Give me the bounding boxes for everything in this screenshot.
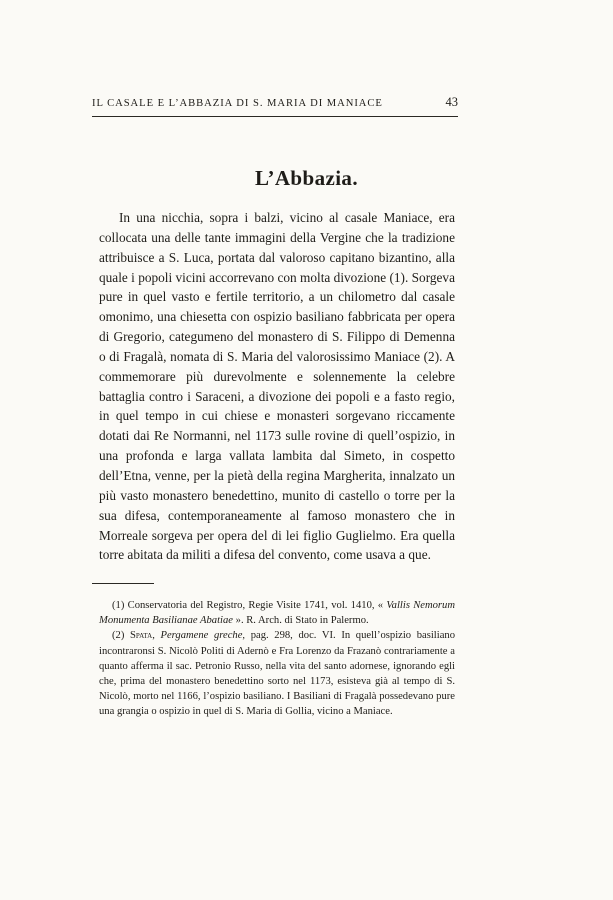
footnote-2-text: , pag. 298, doc. VI. In quell’ospizio basiliano incontraronsi S. Nicolò Politi di Adernò e Fra Lorenzo da Frazanò contrariamente a quanto afferma il sac. Petronio Russo, nella vita del santo adornese, ignorando egli che, prima del monastero benedettino sorto nel 1173, esisteva già al tempo di S. Nicolò, morto nel 1166, l’ospizio basiliano. I Basiliani di Fragalà possedevano pure una grangia o ospizio in quel di S. Maria di Gollia, vicino a Maniace. xyxy=(99,630,455,718)
footnote-1-italic: Vallis Nemorum Monumenta Basilianae Abatiae xyxy=(99,600,455,627)
footnote-1-text-b: ». R. Arch. di Stato in Palermo. xyxy=(235,615,369,627)
body-text xyxy=(99,208,455,565)
footnote-2: (2) Spata, Pergamene greche, pag. 298, doc. VI. In quell’ospizio basiliano incontraronsi S. Nicolò Politi di Adernò e Fra Lorenzo da Frazanò contrariamente a quanto afferma il sac. Petronio Russo, nella vita del santo adornese, ignorando egli che, prima del monastero benedettino sorto nel 1173, esisteva già al tempo di S. Nicolò, morto nel 1166, l’ospizio basiliano. I Basiliani di Fragalà possedevano pure una grangia o ospizio in quel di S. Maria di Gollia, vicino a Maniace. xyxy=(99,630,455,718)
page-number: 43 xyxy=(445,95,458,109)
footnote-2-author: Spata xyxy=(130,630,153,642)
running-header xyxy=(92,95,458,110)
footnote-1-mark: (1) xyxy=(112,600,125,611)
footnote-2-italic: Pergamene greche xyxy=(160,630,243,642)
section-title: L’Abbazia. xyxy=(254,166,358,190)
main-paragraph: In una nicchia, sopra i balzi, vicino al casale Maniace, era collocata una delle tante immagini della Vergine che la tradizione attribuisce a S. Luca, portata dal valoroso capitano bizantino, alla quale i popoli vicini accorrevano con molta divozione (1). Sorgeva pure in quel vasto e fertile territorio, a un chilometro dal casale omonimo, una chiesetta con ospizio basiliano fabbricata per opera di Gregorio, categumeno del monastero di S. Filippo di Demenna o di Fragalà, nomata di S. Maria del valorosissimo Maniace (2). A commemorare più durevolmente e solennemente la celebre battaglia contro i Saraceni, a divozione dei popoli e a fasto regio, in quel tempo in cui chiese e monasteri sorgevano riccamente dotati dai Re Normanni, nel 1173 sulle rovine di quell’ospizio, in una profonda e larga vallata lambita dal Simeto, in cospetto dell’Etna, venne, per la pietà della regina Margherita, innalzato un più vasto monastero benedettino, munito di castello o torre per la sua difesa, contemporaneamente al famoso monastero che in Morreale sorgeva per opera del di lei figlio Guglielmo. Era quella torre abitata da militi a difesa del convento, come usava a que. xyxy=(99,210,455,563)
footnote-rule xyxy=(92,583,154,584)
header-rule xyxy=(92,116,458,117)
running-title: IL CASALE E L’ABBAZIA DI S. MARIA DI MANIACE xyxy=(92,98,383,109)
footnote-1-text-a: Conservatoria del Registro, Regie Visite 1741, vol. 1410, « xyxy=(127,600,384,611)
footnote-1 xyxy=(99,598,455,628)
footnotes xyxy=(99,598,455,720)
footnote-2-mark: (2) xyxy=(112,630,125,642)
